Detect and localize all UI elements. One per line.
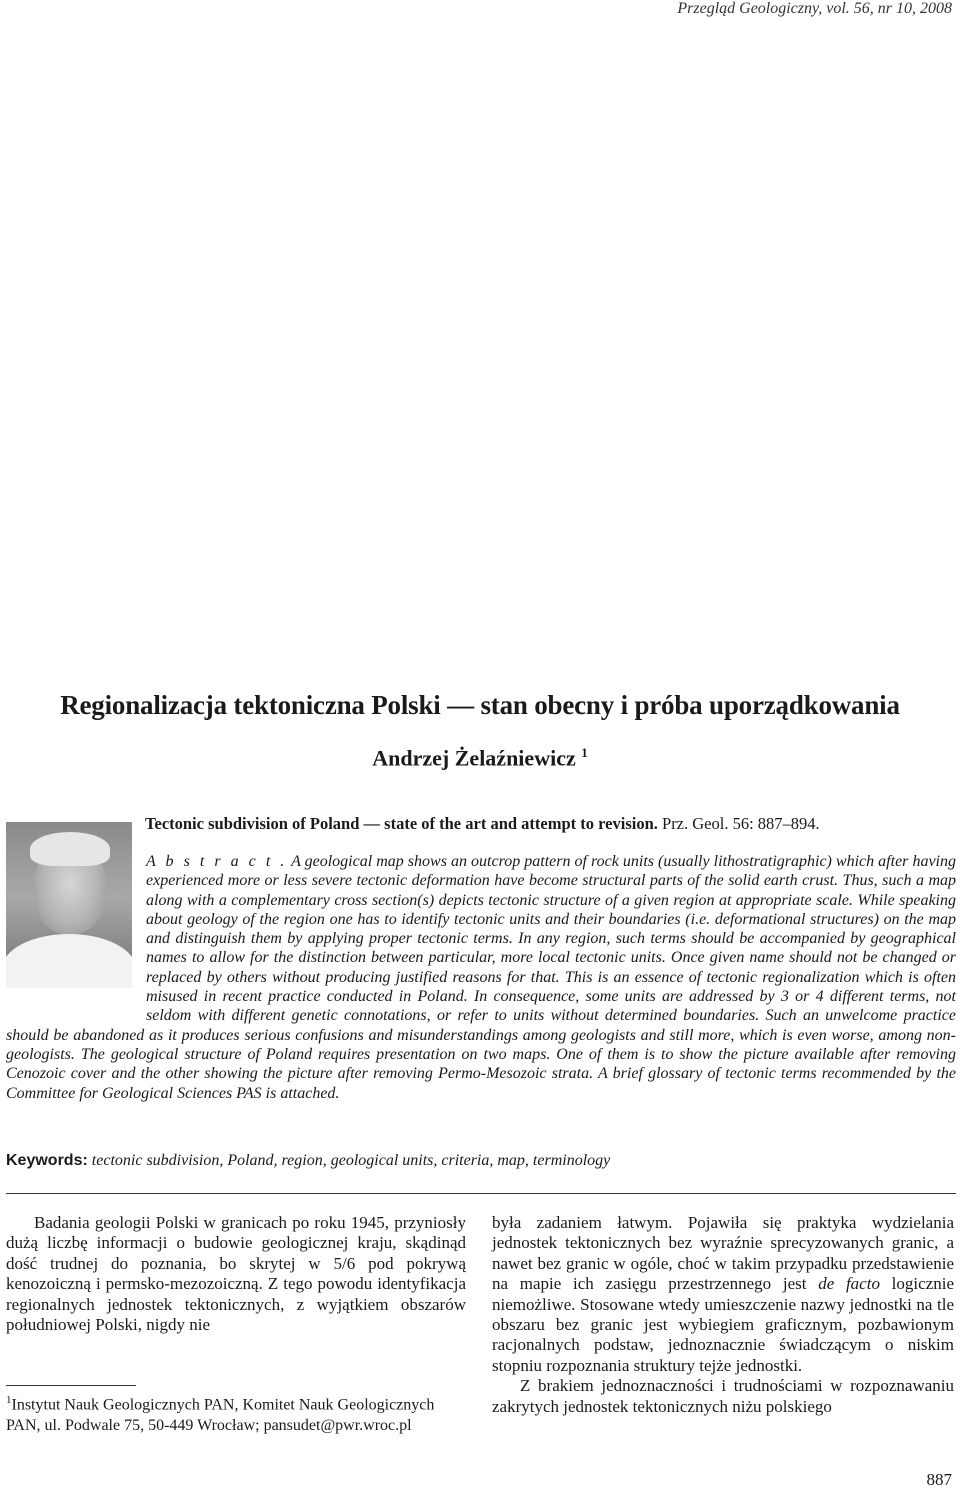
english-title: Tectonic subdivision of Poland — state of the art and attempt to revision. bbox=[145, 814, 658, 833]
author-name: Andrzej Żelaźniewicz bbox=[372, 745, 576, 771]
body-paragraph: Z brakiem jednoznaczności i trudnościami w rozpoznawaniu zakrytych jednostek tektonicznych niżu polskiego bbox=[492, 1376, 954, 1416]
abstract-text: A geological map shows an outcrop pattern of rock units (usually lithostratigraphic) which after having experienced more or less severe tectonic deformation have become structural parts of the solid earth crust. Thus, such a map along with a complementary cross section(s) depicts tectonic structure of a given region at appropriate scale. While speaking about geology of the region one has to identify tectonic units and their boundaries (i.e. deformational structures) on the map and distinguish them by applying proper tectonic terms. In any region, such terms should be accompanied by geographical names to allow for the distinction between particular, more local tectonic units. Once given name should not be changed or replaced by others without producing justified reasons for that. This is an essence of tectonic regionalization which is often misused in recent practice conducted in Poland. In consequence, some units are addressed by 3 or 4 different terms, not seldom with different genetic connotations, or refer to units without determined boundaries. Such an unwelcome practice should be abandoned as it produces serious confusions and misunderstandings among geologists and still more, which is even worse, among non-geologists. The geological structure of Poland requires presentation on two maps. One of them is to show the picture available after removing Cenozoic cover and the other showing the picture after removing Permo-Mesozoic strata. A brief glossary of tectonic terms recommended by the Committee for Geological Sciences PAS is attached. bbox=[6, 853, 956, 1102]
abstract bbox=[6, 852, 956, 1103]
keywords bbox=[6, 1152, 610, 1170]
page-number: 887 bbox=[926, 1470, 952, 1489]
body-paragraph-continued: była zadaniem łatwym. Pojawiła się praktyka wydzielania jednostek tektonicznych bez wyraźnie sprecyzowanych granic, a nawet bez granic w ogóle, choć w takim przypadku przedstawienie na mapie ich zasięgu przestrzennego jest de facto logicznie niemożliwe. Stosowane wtedy umieszczenie nazwy jednostki na tle obszaru bez granic jest wybiegiem graficznym, pozbawionym racjonalnych podstaw, jednoznacznie świadczącym o niskim stopniu rozpoznania struktury tejże jednostki. bbox=[492, 1213, 954, 1375]
section-divider bbox=[6, 1193, 956, 1194]
footnote-text: Instytut Nauk Geologicznych PAN, Komitet Nauk Geologicznych PAN, ul. Podwale 75, 50-449 Wrocław; pansudet@pwr.wroc.pl bbox=[6, 1396, 435, 1435]
running-head: Przegląd Geologiczny, vol. 56, nr 10, 2008 bbox=[677, 0, 952, 17]
footnote bbox=[6, 1390, 466, 1436]
footnote-divider bbox=[6, 1385, 136, 1386]
keywords-label: Keywords: bbox=[6, 1152, 88, 1169]
body-column-left bbox=[6, 1213, 466, 1335]
author bbox=[0, 745, 960, 771]
english-citation bbox=[145, 814, 820, 834]
keywords-text: tectonic subdivision, Poland, region, geological units, criteria, map, terminology bbox=[91, 1152, 611, 1169]
author-affiliation-marker: 1 bbox=[581, 745, 588, 760]
body-column-right bbox=[492, 1213, 954, 1417]
italic-phrase: de facto bbox=[818, 1274, 880, 1294]
abstract-lead: A b s t r a c t . bbox=[146, 853, 288, 870]
footnote-marker: 1 bbox=[6, 1394, 12, 1406]
journal-reference: Prz. Geol. 56: 887–894. bbox=[662, 814, 820, 833]
body-paragraph: Badania geologii Polski w granicach po roku 1945, przyniosły dużą liczbę informacji o budowie geologicznej kraju, skądinąd dość trudnej do poznania, bo skrytej w 5/6 pod pokrywą kenozoiczną i permsko-mezozoiczną. Z tego powodu identyfikacja regionalnych jednostek tektonicznych, z wyjątkiem obszarów południowej Polski, nigdy nie bbox=[6, 1213, 466, 1335]
article-title: Regionalizacja tektoniczna Polski — stan obecny i próba uporządkowania bbox=[60, 690, 900, 720]
